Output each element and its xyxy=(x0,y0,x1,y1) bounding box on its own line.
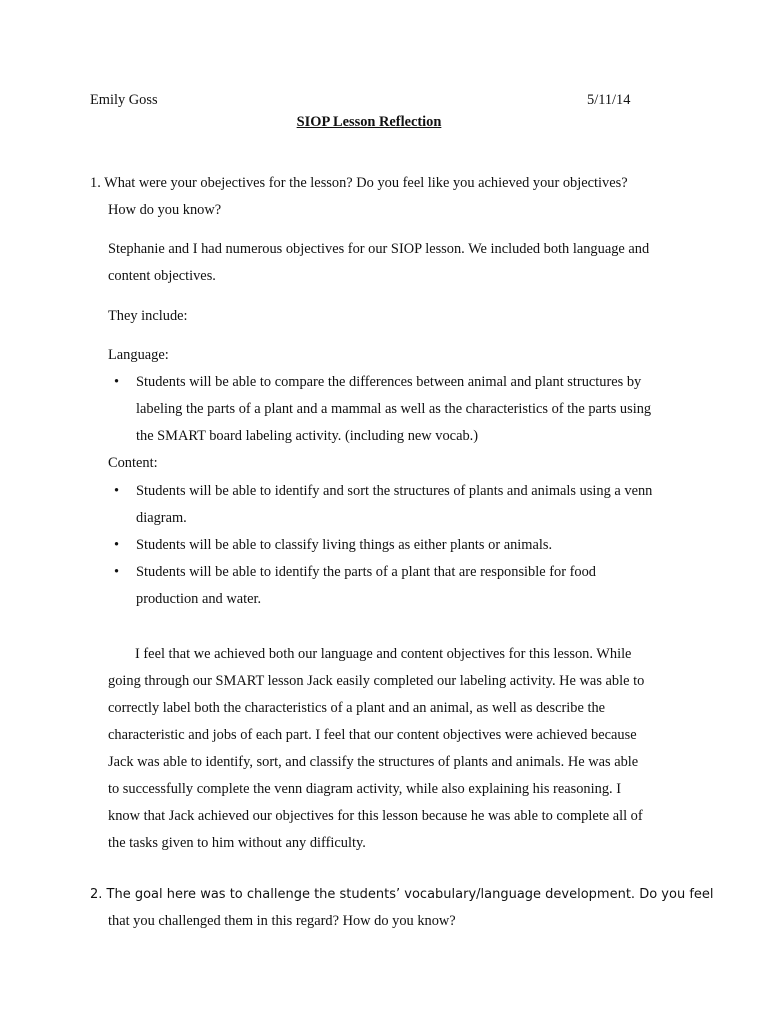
they-include-label: They include: xyxy=(108,308,188,324)
question-1-line-2: How do you know? xyxy=(108,202,222,218)
language-bullet-list xyxy=(108,369,651,450)
document-date: 5/11/14 xyxy=(587,92,631,108)
reflection-line-5: Jack was able to identify, sort, and classify the structures of plants and animals. He was able xyxy=(108,754,639,770)
bullet-marker: • xyxy=(114,483,120,499)
content-bullet-3 xyxy=(108,559,652,613)
language-bullet-1-line-3: the SMART board labeling activity. (including new vocab.) xyxy=(136,428,479,444)
content-bullet-1 xyxy=(108,478,652,532)
content-bullet-3-line-1: Students will be able to identify the parts of a plant that are responsible for food xyxy=(136,564,596,580)
bullet-marker: • xyxy=(114,537,120,553)
reflection-line-3: correctly label both the characteristics of a plant and an animal, as well as describe the xyxy=(108,700,606,716)
reflection-line-6: to successfully complete the venn diagram activity, while also explaining his reasoning. I xyxy=(108,781,621,797)
reflection-line-4: characteristic and jobs of each part. I feel that our content objectives were achieved because xyxy=(108,727,637,743)
bullet-marker: • xyxy=(114,374,120,390)
reflection-line-1: I feel that we achieved both our language and content objectives for this lesson. While xyxy=(135,646,632,662)
reflection-line-2: going through our SMART lesson Jack easily completed our labeling activity. He was able to xyxy=(108,673,645,689)
language-bullet-1 xyxy=(108,369,651,450)
intro-line-1: Stephanie and I had numerous objectives for our SIOP lesson. We included both language and xyxy=(108,241,650,257)
content-bullet-1-line-2: diagram. xyxy=(136,510,187,526)
language-bullet-1-line-2: labeling the parts of a plant and a mammal as well as the characteristics of the parts using xyxy=(136,401,652,417)
content-bullet-list xyxy=(108,478,652,613)
intro-line-2: content objectives. xyxy=(108,268,216,284)
content-bullet-1-line-1: Students will be able to identify and sort the structures of plants and animals using a venn xyxy=(136,483,653,499)
content-heading: Content: xyxy=(108,455,158,471)
document-title: SIOP Lesson Reflection xyxy=(296,114,442,130)
question-2-line-1: 2. The goal here was to challenge the students’ vocabulary/language development. Do you feel xyxy=(90,887,714,902)
reflection-line-8: the tasks given to him without any difficulty. xyxy=(108,835,366,851)
language-bullet-1-line-1: Students will be able to compare the differences between animal and plant structures by xyxy=(136,374,642,390)
question-2-line-2: that you challenged them in this regard? How do you know? xyxy=(108,913,456,929)
author-name: Emily Goss xyxy=(90,92,158,108)
content-bullet-3-line-2: production and water. xyxy=(136,591,262,607)
content-bullet-2-line-1: Students will be able to classify living things as either plants or animals. xyxy=(136,537,553,553)
bullet-marker: • xyxy=(114,564,120,580)
language-heading: Language: xyxy=(108,347,169,363)
question-1-line-1: 1. What were your obejectives for the lesson? Do you feel like you achieved your objectives? xyxy=(90,175,628,191)
content-bullet-2 xyxy=(108,532,652,559)
reflection-line-7: know that Jack achieved our objectives for this lesson because he was able to complete all of xyxy=(108,808,643,824)
